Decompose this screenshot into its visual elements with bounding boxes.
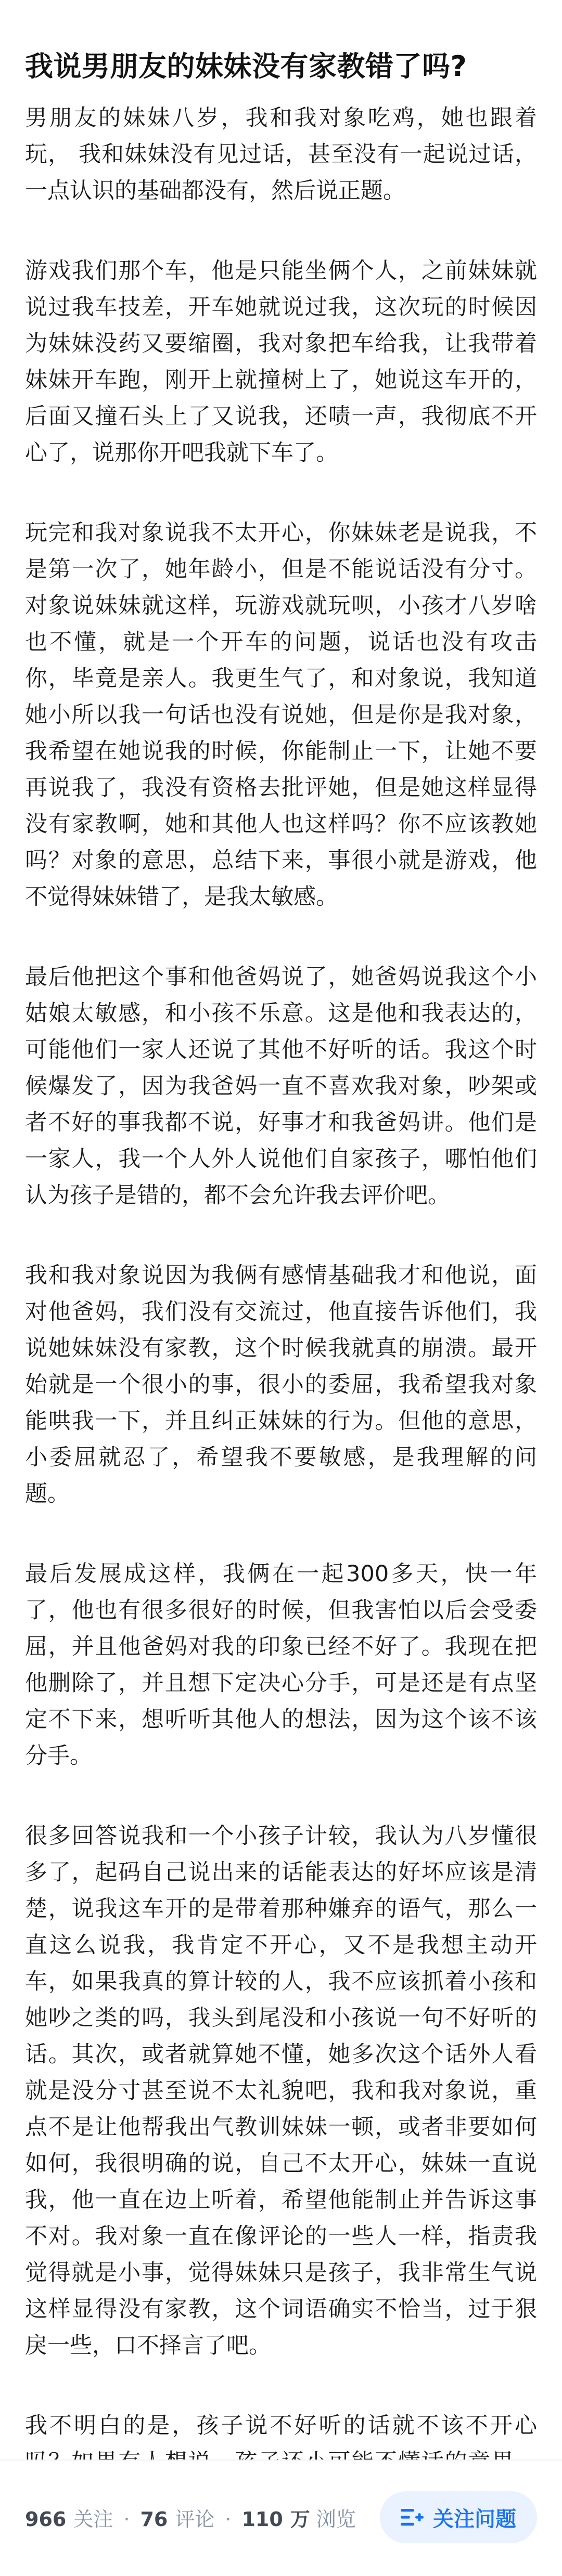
plus-list-icon <box>401 2507 424 2528</box>
stat-separator: · <box>225 2507 232 2531</box>
view-count-label: 浏览 <box>316 2507 356 2531</box>
view-count: 110 <box>241 2507 283 2531</box>
view-count-unit: 万 <box>290 2507 310 2531</box>
comment-count-label[interactable]: 评论 <box>175 2507 215 2531</box>
answer-paragraph-5: 我和我对象说因为我俩有感情基础我才和他说，面对他爸妈，我们没有交流过，他直接告诉他们，我说她妹妹没有家教，这个时候我就真的崩溃。最开始就是一个很小的事，很小的委屈，我希望我对象能哄我一下，并且纠正妹妹的行为。但他的意思，小委屈就忍了，希望我不要敏感，是我理解的问题。 <box>25 1263 537 1507</box>
follow-count-label: 关注 <box>73 2507 113 2531</box>
answer-paragraph-4: 最后他把这个事和他爸妈说了，她爸妈说我这个小姑娘太敏感，和小孩不乐意。这是他和我表达的，可能他们一家人还说了其他不好听的话。我这个时候爆发了，因为我爸妈一直不喜欢我对象，吵架或者不好的事我都不说，好事才和我爸妈讲。他们是一家人，我一个人外人说他们自家孩子，哪怕他们认为孩子是错的，都不会允许我去评价吧。 <box>25 964 537 1208</box>
comment-count[interactable]: 76 <box>140 2507 168 2531</box>
answer-content <box>0 88 562 2576</box>
answer-paragraph-6: 最后发展成这样，我俩在一起300多天，快一年了，他也有很多很好的时候，但我害怕以后会受委屈，并且他爸妈对我的印象已经不好了。我现在把他删除了，并且想下定决心分手，可是还是有点坚定不下来，想听听其他人的想法，因为这个该不该分手。 <box>25 1561 537 1769</box>
stat-separator: · <box>123 2507 130 2531</box>
answer-paragraph-3: 玩完和我对象说我不太开心，你妹妹老是说我，不是第一次了，她年龄小，但是不能说话没有分寸。对象说妹妹就这样，玩游戏就玩呗，小孩才八岁啥也不懂，就是一个开车的问题，说话也没有攻击你，毕竟是亲人。我更生气了，和对象说，我知道她小所以我一句话也没有说她，但是你是我对象，我希望在她说我的时候，你能制止一下，让她不要再说我了，我没有资格去批评她，但是她这样显得没有家教啊，她和其他人也这样吗？你不应该教她吗？对象的意思，总结下来，事很小就是游戏，他不觉得妹妹错了，是我太敏感。 <box>25 520 537 910</box>
answer-paragraph-2: 游戏我们那个车，他是只能坐俩个人，之前妹妹就说过我车技差，开车她就说过我，这次玩的时候因为妹妹没药又要缩圈，我对象把车给我，让我带着妹妹开车跑，刚开上就撞树上了，她说这车开的，后面又撞石头上了又说我，还啧一声，我彻底不开心了，说那你开吧我就下车了。 <box>25 258 537 466</box>
question-title[interactable]: 我说男朋友的妹妹没有家教错了吗? <box>25 50 467 83</box>
question-stats <box>25 2503 362 2532</box>
answer-paragraph-7: 很多回答说我和一个小孩子计较，我认为八岁懂很多了，起码自己说出来的话能表达的好坏应该是清楚，说我这车开的是带着那种嫌弃的语气，那么一直这么说我，我肯定不开心，又不是我想主动开车，如果我真的算计较的人，我不应该抓着小孩和她吵之类的吗，我头到尾没和小孩说一句不好听的话。其次，或者就算她不懂，她多次这个话外人看就是没分寸甚至说不太礼貌吧，我和我对象说，重点不是让他帮我出气教训妹妹一顿，或者非要如何如何，我很明确的说，自己不太开心，妹妹一直说我，他一直在边上听着，希望他能制止并告诉这事不对。我对象一直在像评论的一些人一样，指责我觉得就是小事，觉得妹妹只是孩子，我非常生气说这样显得没有家教，这个词语确实不恰当，过于狠戾一些，口不择言了吧。 <box>25 1823 537 2359</box>
answer-paragraph-1: 男朋友的妹妹八岁，我和我对象吃鸡，她也跟着玩， 我和妹妹没有见过话，甚至没有一起说过话，一点认识的基础都没有，然后说正题。 <box>25 105 537 204</box>
follow-question-button[interactable] <box>380 2491 537 2543</box>
follow-count: 966 <box>25 2507 67 2531</box>
follow-question-label: 关注问题 <box>433 2507 516 2531</box>
question-footer-bar <box>0 2460 562 2574</box>
answer-paragraph-8: 我不明白的是，孩子说不好听的话就不该不开心 <box>25 2413 537 2439</box>
